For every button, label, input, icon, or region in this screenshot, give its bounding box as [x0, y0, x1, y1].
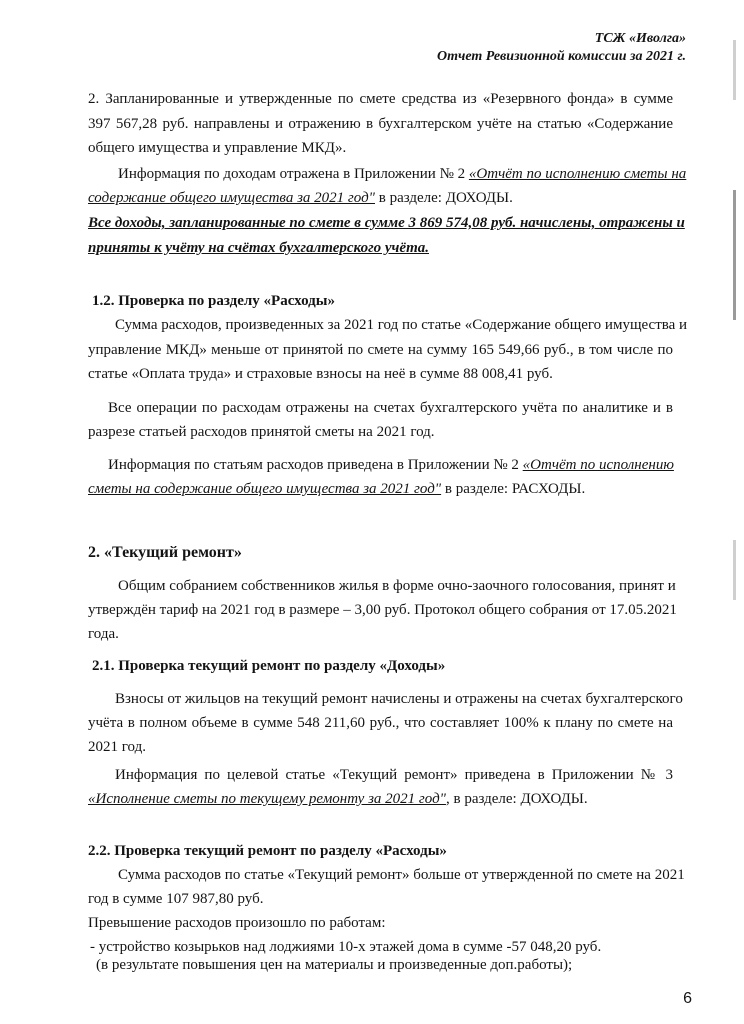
- s21-a-line-3: 2021 год.: [88, 739, 146, 755]
- s12-b-line-2: разрезе статьей расходов принятой сметы на 2021 год.: [88, 424, 435, 440]
- p3-line-1: Все доходы, запланированные по смете в сумме 3 869 574,08 руб. начислены, отражены и: [88, 215, 685, 231]
- s22-a-line-1: Сумма расходов по статье «Текущий ремонт» больше от утвержденной по смете на 2021: [118, 867, 685, 883]
- header-org: ТСЖ «Иволга»: [594, 31, 686, 46]
- header-report-title: Отчет Ревизионной комиссии за 2021 г.: [437, 49, 686, 64]
- p1-line-1: 2. Запланированные и утвержденные по смете средства из «Резервного фонда» в сумме: [88, 91, 673, 107]
- scan-edge-mark: [733, 40, 736, 100]
- s2-line-3: года.: [88, 626, 119, 642]
- section-2-1-heading: 2.1. Проверка текущий ремонт по разделу «Доходы»: [92, 658, 446, 674]
- s21-b-text: , в разделе: ДОХОДЫ.: [445, 791, 588, 807]
- section-2-2-heading: 2.2. Проверка текущий ремонт по разделу «Расходы»: [88, 843, 447, 859]
- section-2-heading: 2. «Текущий ремонт»: [88, 544, 242, 561]
- p3-line-2: приняты к учёту на счётах бухгалтерского учёта.: [88, 240, 429, 256]
- scan-edge-mark: [733, 540, 736, 600]
- p2-line-2: [88, 189, 513, 207]
- appendix-2-link: сметы на содержание общего имущества за 2021 год": [88, 481, 442, 497]
- s21-a-line-2: учёта в полном объеме в сумме 548 211,60 руб., что составляет 100% к плану по смете на: [88, 715, 673, 731]
- p2-line-1: [118, 165, 686, 183]
- s12-c-text: в разделе: РАСХОДЫ.: [441, 481, 586, 497]
- appendix-2-link: «Отчёт по исполнению: [522, 457, 674, 473]
- s22-a-line-2: год в сумме 107 987,80 руб.: [88, 891, 264, 907]
- s12-a-line-3: статье «Оплата труда» и страховые взносы на неё в сумме 88 008,41 руб.: [88, 366, 553, 382]
- page-number: 6: [683, 990, 692, 1007]
- s22-list-item-note: (в результате повышения цен на материалы и произведенные доп.работы);: [96, 957, 573, 973]
- appendix-2-link: «Отчёт по исполнению сметы на: [468, 166, 687, 182]
- s12-c-line-1: [108, 456, 674, 474]
- appendix-3-link: «Исполнение сметы по текущему ремонту за 2021 год": [88, 791, 446, 807]
- s12-c-line-2: [88, 480, 585, 498]
- s22-b-line: Превышение расходов произошло по работам:: [88, 915, 386, 931]
- s12-b-line-1: Все операции по расходам отражены на счетах бухгалтерского учёта по аналитике и в: [108, 400, 673, 416]
- appendix-2-link: содержание общего имущества за 2021 год": [88, 190, 375, 206]
- section-1-2-heading: 1.2. Проверка по разделу «Расходы»: [92, 293, 335, 309]
- scan-edge-mark: [733, 190, 736, 320]
- s12-a-line-1: Сумма расходов, произведенных за 2021 год по статье «Содержание общего имущества и: [115, 317, 688, 333]
- s12-a-line-2: управление МКД» меньше от принятой по смете на сумму 165 549,66 руб., в том числе по: [88, 342, 673, 358]
- s22-list-item: - устройство козырьков над лоджиями 10-х этажей дома в сумме -57 048,20 руб.: [90, 939, 602, 955]
- p1-line-3: общего имущества и управление МКД».: [88, 140, 347, 156]
- s21-a-line-1: Взносы от жильцов на текущий ремонт начислены и отражены на счетах бухгалтерского: [115, 691, 683, 707]
- s21-b-line-2: [88, 790, 588, 808]
- s2-line-2: утверждён тариф на 2021 год в размере – 3,00 руб. Протокол общего собрания от 17.05.2021: [88, 602, 677, 618]
- s2-line-1: Общим собранием собственников жилья в форме очно-заочного голосования, принят и: [118, 578, 676, 594]
- p1-line-2: 397 567,28 руб. направлены и отражению в бухгалтерском учёте на статью «Содержание: [88, 116, 673, 132]
- s12-c-text: Информация по статьям расходов приведена в Приложении № 2: [108, 457, 523, 473]
- p2-text: Информация по доходам отражена в Приложении № 2: [118, 166, 469, 182]
- s21-b-line-1: Информация по целевой статье «Текущий ремонт» приведена в Приложении № 3: [115, 767, 673, 783]
- p2-text: в разделе: ДОХОДЫ.: [374, 190, 513, 206]
